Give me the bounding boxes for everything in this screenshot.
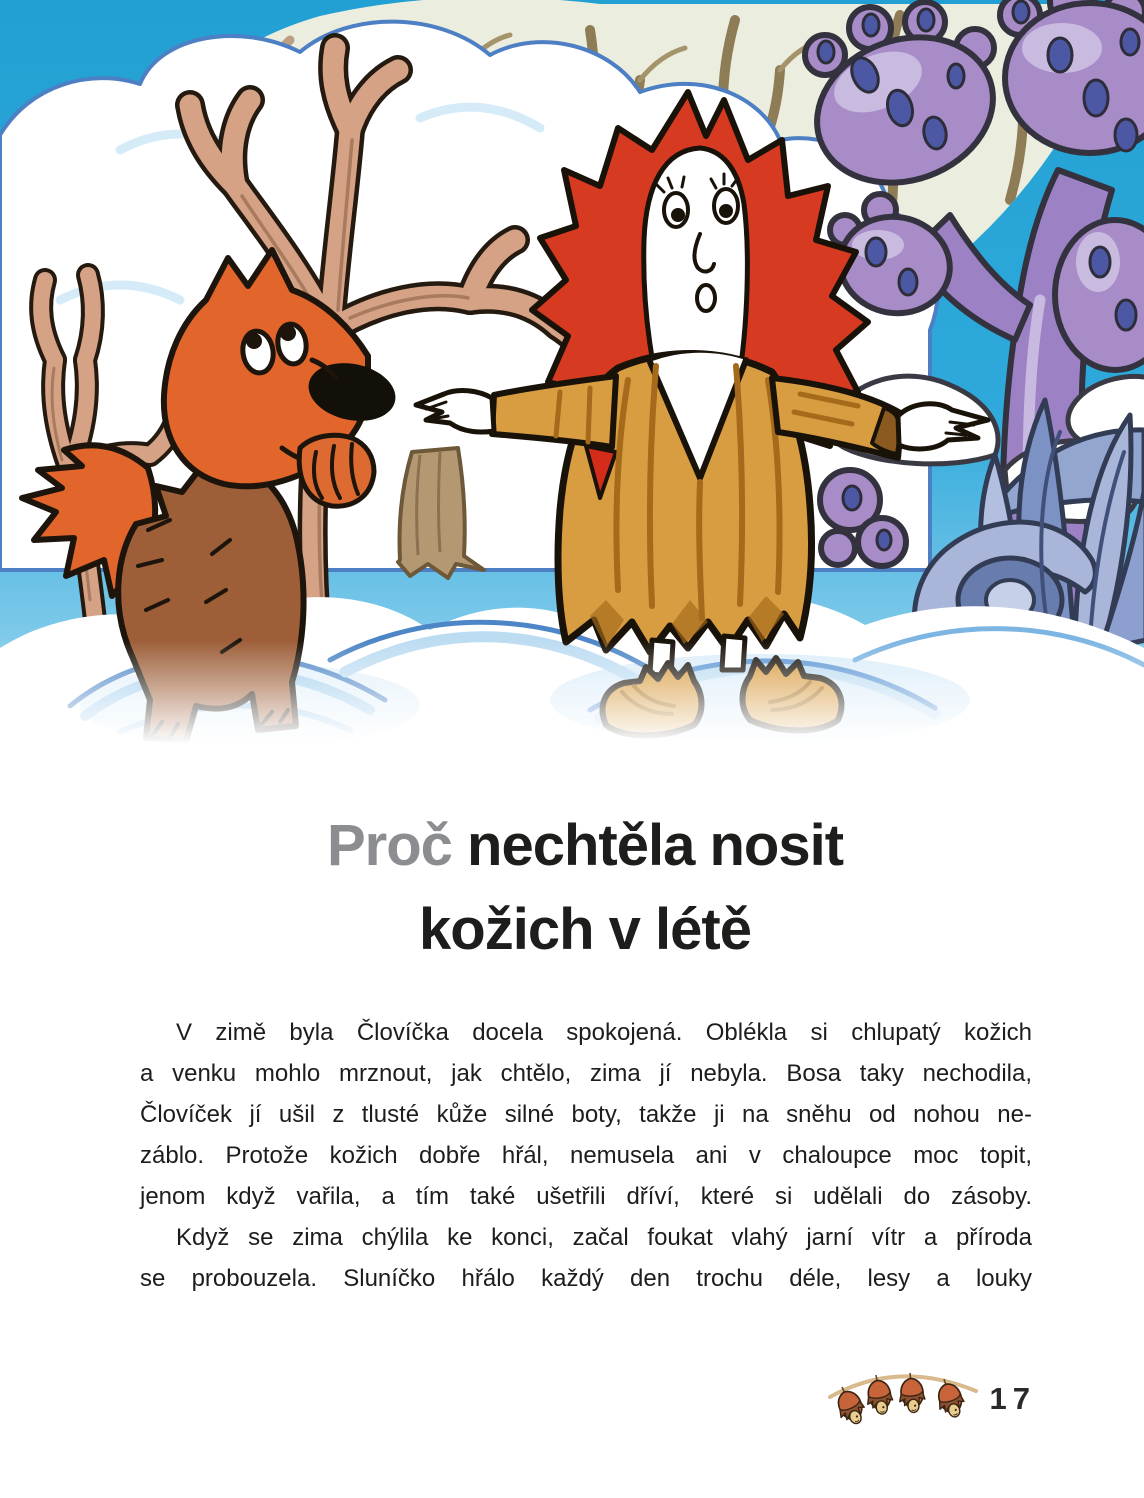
chapter-title [140, 804, 1030, 972]
acorn-garland-icon [828, 1357, 978, 1427]
page-footer [0, 1357, 1036, 1427]
body-text-line: Človíček jí ušil z tlusté kůže silné boty, takže ji na sněhu od nohou ne- [140, 1101, 1032, 1128]
title-line1-rest: nechtěla nosit [451, 813, 844, 878]
title-highlight-word: Proč [326, 813, 452, 878]
body-text-line: Když se zima chýlila ke konci, začal foukat vlahý jarní vítr a příroda [176, 1224, 1032, 1251]
body-text [140, 1012, 1032, 1299]
body-text-line: a venku mohlo mrznout, jak chtělo, zima jí nebyla. Bosa taky nechodila, [140, 1060, 1032, 1087]
body-text-line: se probouzela. Sluníčko hřálo každý den trochu déle, lesy a louky [140, 1265, 1032, 1292]
body-text-line: jenom když vařila, a tím také ušetřili dříví, které si udělali do zásoby. [140, 1183, 1032, 1210]
girl-mouth [697, 285, 715, 311]
page-number: 17 [989, 1381, 1036, 1416]
title-line2: kožich v létě [419, 897, 751, 962]
body-text-line: V zimě byla Človíčka docela spokojená. Oblékla si chlupatý kožich [176, 1019, 1032, 1046]
snow-fade [0, 640, 1144, 770]
body-text-line: záblo. Protože kožich dobře hřál, nemusela ani v chaloupce moc topit, [140, 1142, 1032, 1169]
